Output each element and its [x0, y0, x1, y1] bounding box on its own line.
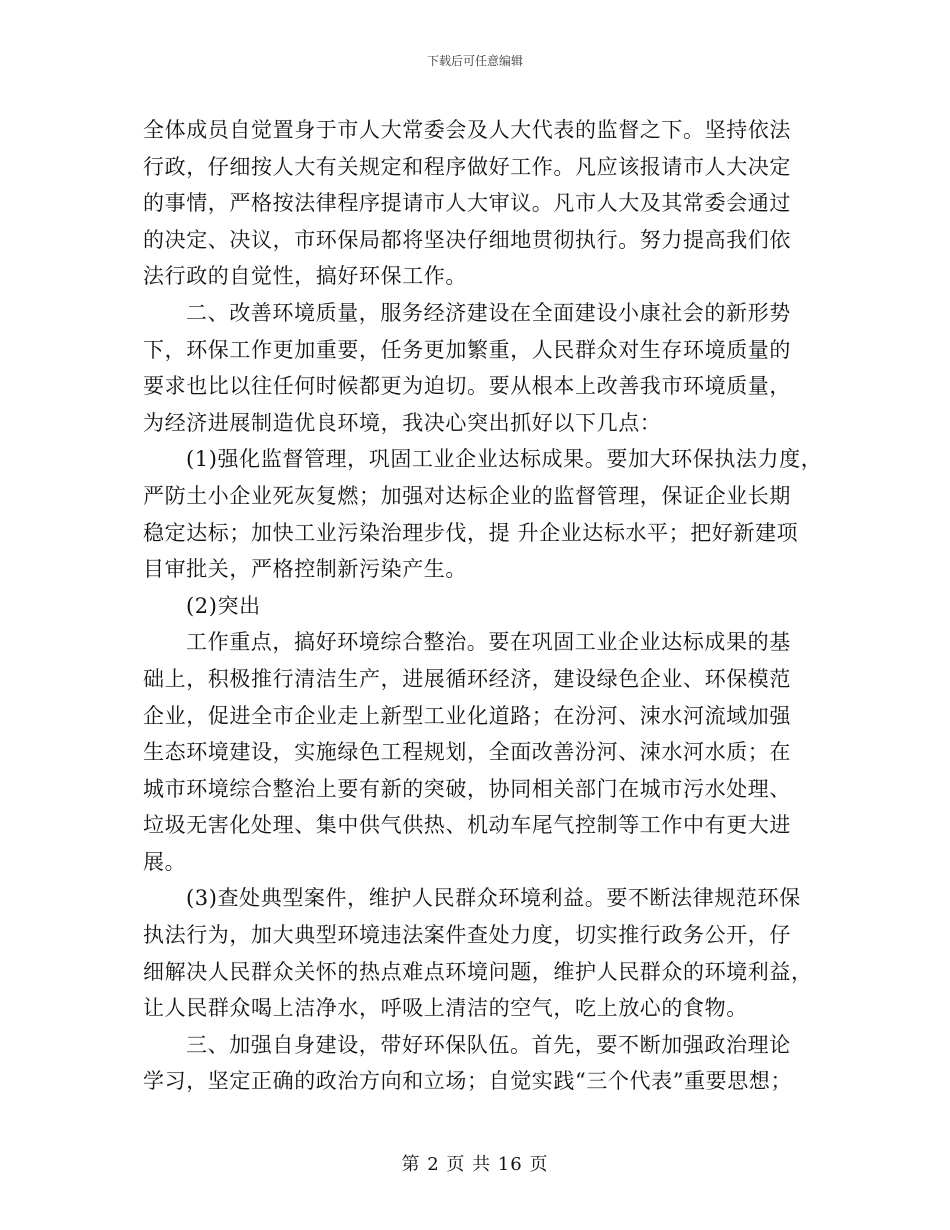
list-item-line: (1)强化监督管理，巩固工业企业达标成果。要加大环保执法力度， [186, 447, 823, 472]
section-heading-line: 二、改善环境质量，服务经济建设在全面建设小康社会的新形势 [186, 300, 791, 325]
text-line: 法行政的自觉性，搞好环保工作。 [143, 264, 467, 289]
text-line: 细解决人民群众关怀的热点难点环境问题，维护人民群众的环境利益， [143, 959, 813, 984]
text-line: 为经济进展制造优良环境，我决心突出抓好以下几点： [143, 410, 662, 435]
text-line: 展。 [143, 849, 187, 874]
text-line: 工作重点，搞好环境综合整治。要在巩固工业企业达标成果的基 [186, 630, 791, 655]
text-line: 生态环境建设，实施绿色工程规划，全面改善汾河、涑水河水质；在 [143, 740, 791, 765]
text-line: 的决定、决议，市环保局都将坚决仔细地贯彻执行。努力提高我们依 [143, 227, 791, 252]
text-line: 下，环保工作更加重要，任务更加繁重，人民群众对生存环境质量的 [143, 337, 791, 362]
document-body [143, 112, 823, 1100]
text-line: 行政，仔细按人大有关规定和程序做好工作。凡应该报请市人大决定 [143, 154, 791, 179]
text-line: 要求也比以往任何时候都更为迫切。要从根本上改善我市环境质量， [143, 374, 791, 399]
text-line: 垃圾无害化处理、集中供气供热、机动车尾气控制等工作中有更大进 [143, 813, 791, 838]
text-line: 城市环境综合整治上要有新的突破，协同相关部门在城市污水处理、 [143, 776, 791, 801]
list-item-line: (2)突出 [186, 593, 261, 618]
text-line: 全体成员自觉置身于市人大常委会及人大代表的监督之下。坚持依法 [143, 118, 791, 142]
text-line: 的事情，严格按法律程序提请市人大审议。凡市人大及其常委会通过 [143, 191, 791, 216]
text-line: 学习，坚定正确的政治方向和立场；自觉实践“三个代表”重要思想； [143, 1069, 793, 1094]
text-line: 目审批关，严格控制新污染产生。 [143, 557, 467, 582]
text-line: 严防土小企业死灰复燃；加强对达标企业的监督管理，保证企业长期 [143, 483, 791, 508]
text-line: 企业，促进全市企业走上新型工业化道路；在汾河、涑水河流域加强 [143, 703, 791, 728]
list-item-line: (3)查处典型案件，维护人民群众环境利益。要不断法律规范环保 [186, 886, 801, 911]
text-line: 稳定达标；加快工业污染治理步伐，提 升企业达标水平；把好新建项 [143, 520, 799, 545]
text-line: 础上，积极推行清洁生产，进展循环经济，建设绿色企业、环保模范 [143, 666, 791, 691]
section-heading-line: 三、加强自身建设，带好环保队伍。首先，要不断加强政治理论 [186, 1032, 791, 1057]
page-header: 下载后可任意编辑 [426, 54, 523, 68]
text-line: 执法行为，加大典型环境违法案件查处力度，切实推行政务公开，仔 [143, 923, 791, 948]
page-number-footer: 第 2 页 共 16 页 [401, 1154, 549, 1175]
text-line: 让人民群众喝上洁净水，呼吸上清洁的空气，吃上放心的食物。 [143, 996, 748, 1021]
